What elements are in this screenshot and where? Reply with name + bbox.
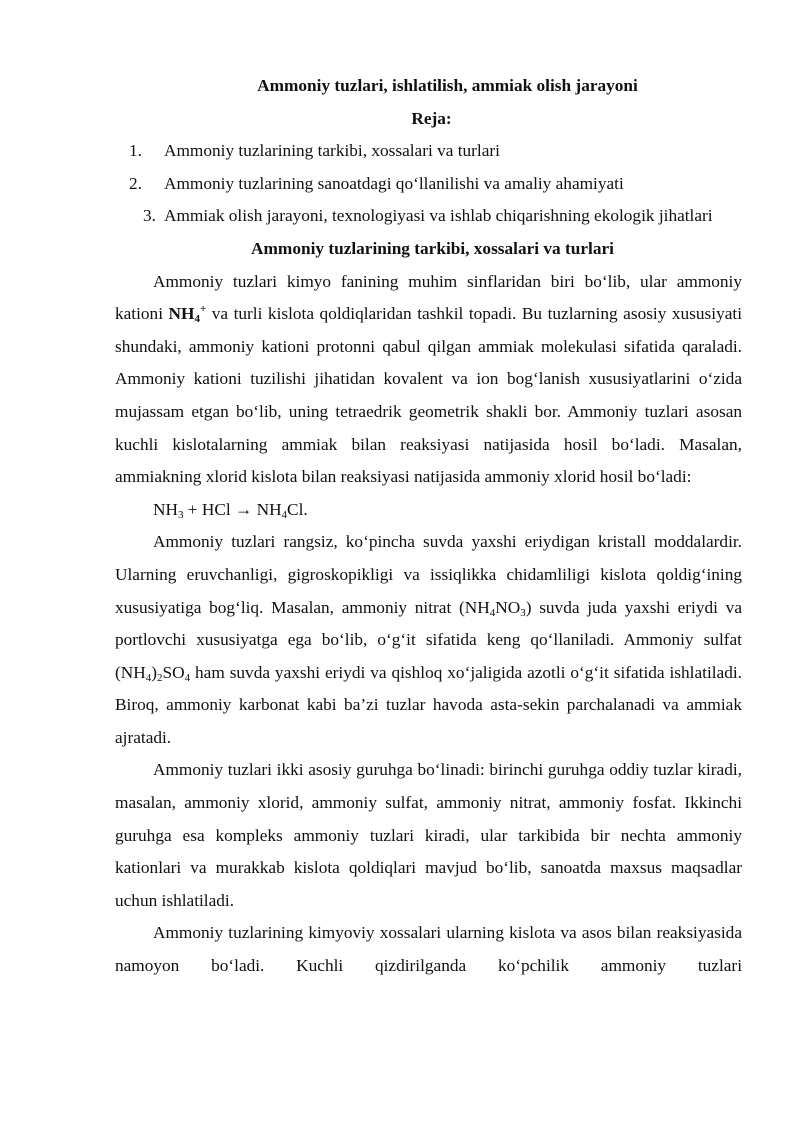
ammonium-formula [168,303,207,326]
plan-item [115,200,742,233]
ammonium-subscript: 4 [194,313,200,326]
p2-subscript: 4 [145,671,152,684]
document-title: Ammoniy tuzlari, ishlatilish, ammiak olish jarayoni [257,76,638,95]
plan-item-number: 2. [129,173,142,193]
p2-subscript: 2 [156,671,163,684]
p2-subscript: 4 [184,671,191,684]
reaction-equation [115,494,742,527]
plan-heading: Reja: [411,108,452,128]
p2-text: Ammoniy tuzlari rangsiz, ko‘pincha suvda yaxshi eriydigan kristall moddalardir. Ularning eruvchanligi, gigroskopikligi va issiqlikka chidamliligi kislota qoldig‘ining xususiyatiga bog‘liq. Masalan, ammoniy nitrat (NH [115,532,742,617]
plan-item [115,135,742,168]
ammonium-charge: + [199,303,207,316]
paragraph-1 [115,266,742,494]
plan-item-text: Ammoniy tuzlarining sanoatdagi qo‘llanilishi va amaliy ahamiyati [164,173,624,193]
p2-text: ) [151,662,157,682]
p2-text: ham suvda yaxshi eriydi va qishloq xo‘jaligida azotli o‘g‘it sifatida ishlatiladi. Biroq, ammoniy karbonat kabi ba’zi tuzlar havoda asta-sekin parchalanadi va ammiak ajratadi. [115,662,742,747]
ammonium-symbol: NH [168,304,195,324]
formula-subscript: 3 [177,508,184,521]
plan-item-text: Ammoniy tuzlarining tarkibi, xossalari va turlari [164,141,500,161]
plan-item-number: 1. [129,141,142,161]
paragraph-4: Ammoniy tuzlarining kimyoviy xossalari ularning kislota va asos bilan reaksiyasida namoyon bo‘ladi. Kuchli qizdirilganda ko‘pchilik ammoniy tuzlari [115,923,742,976]
p2-text: SO [162,662,185,682]
paragraph-3: Ammoniy tuzlari ikki asosiy guruhga bo‘linadi: birinchi guruhga oddiy tuzlar kiradi, masalan, ammoniy xlorid, ammoniy sulfat, ammoniy nitrat, ammoniy fosfat. Ikkinchi guruhga esa kompleks ammoniy tuzlari kiradi, ular tarkibida bir nechta ammoniy kationlari va murakkab kislota qoldiqlari mavjud bo‘lib, sanoatda maxsus maqsadlar uchun ishlatiladi. [115,760,742,910]
formula-part: + HCl → NH [183,499,282,519]
p1-text-b: va turli kislota qoldiqlaridan tashkil topadi. Bu tuzlarning asosiy xususiyati shundaki, ammoniy kationi protonni qabul qilgan ammiak molekulasi sifatida qaraladi. Ammoniy kationi tuzilishi jihatidan kovalent va ion bog‘lanish xususiyatlarini o‘zida mujassam etgan bo‘lib, uning tetraedrik geometrik shakli bor. Ammoniy tuzlari asosan kuchli kislotalarning ammiak bilan reaksiyasi natijasida hosil bo‘ladi. Masalan, ammiakning xlorid kislota bilan reaksiyasi natijasida ammoniy xlorid hosil bo‘ladi: [115,304,742,487]
p1-text-a: Ammoniy tuzlari kimyo fanining muhim sinflaridan biri bo‘lib, ular ammoniy kationi [115,271,742,324]
p2-subscript: 3 [520,606,526,619]
p2-subscript: 4 [489,606,496,619]
plan-item-number: 3. [143,206,156,226]
formula-part: Cl. [287,499,308,519]
plan-item [115,168,742,201]
formula-subscript: 4 [281,508,288,521]
p2-text: NO [495,597,521,617]
section-heading: Ammoniy tuzlarining tarkibi, xossalari va turlari [251,238,614,258]
paragraph-2 [115,526,742,754]
plan-item-text: Ammiak olish jarayoni, texnologiyasi va ishlab chiqarishning ekologik jihatlari [164,206,713,226]
document-page [115,70,742,983]
p2-text: ) suvda juda yaxshi eriydi va portlovchi xususiyatga ega bo‘lib, o‘g‘it sifatida keng qo‘llaniladi. Ammoniy sulfat (NH [115,597,742,682]
formula-part: NH [153,499,178,519]
